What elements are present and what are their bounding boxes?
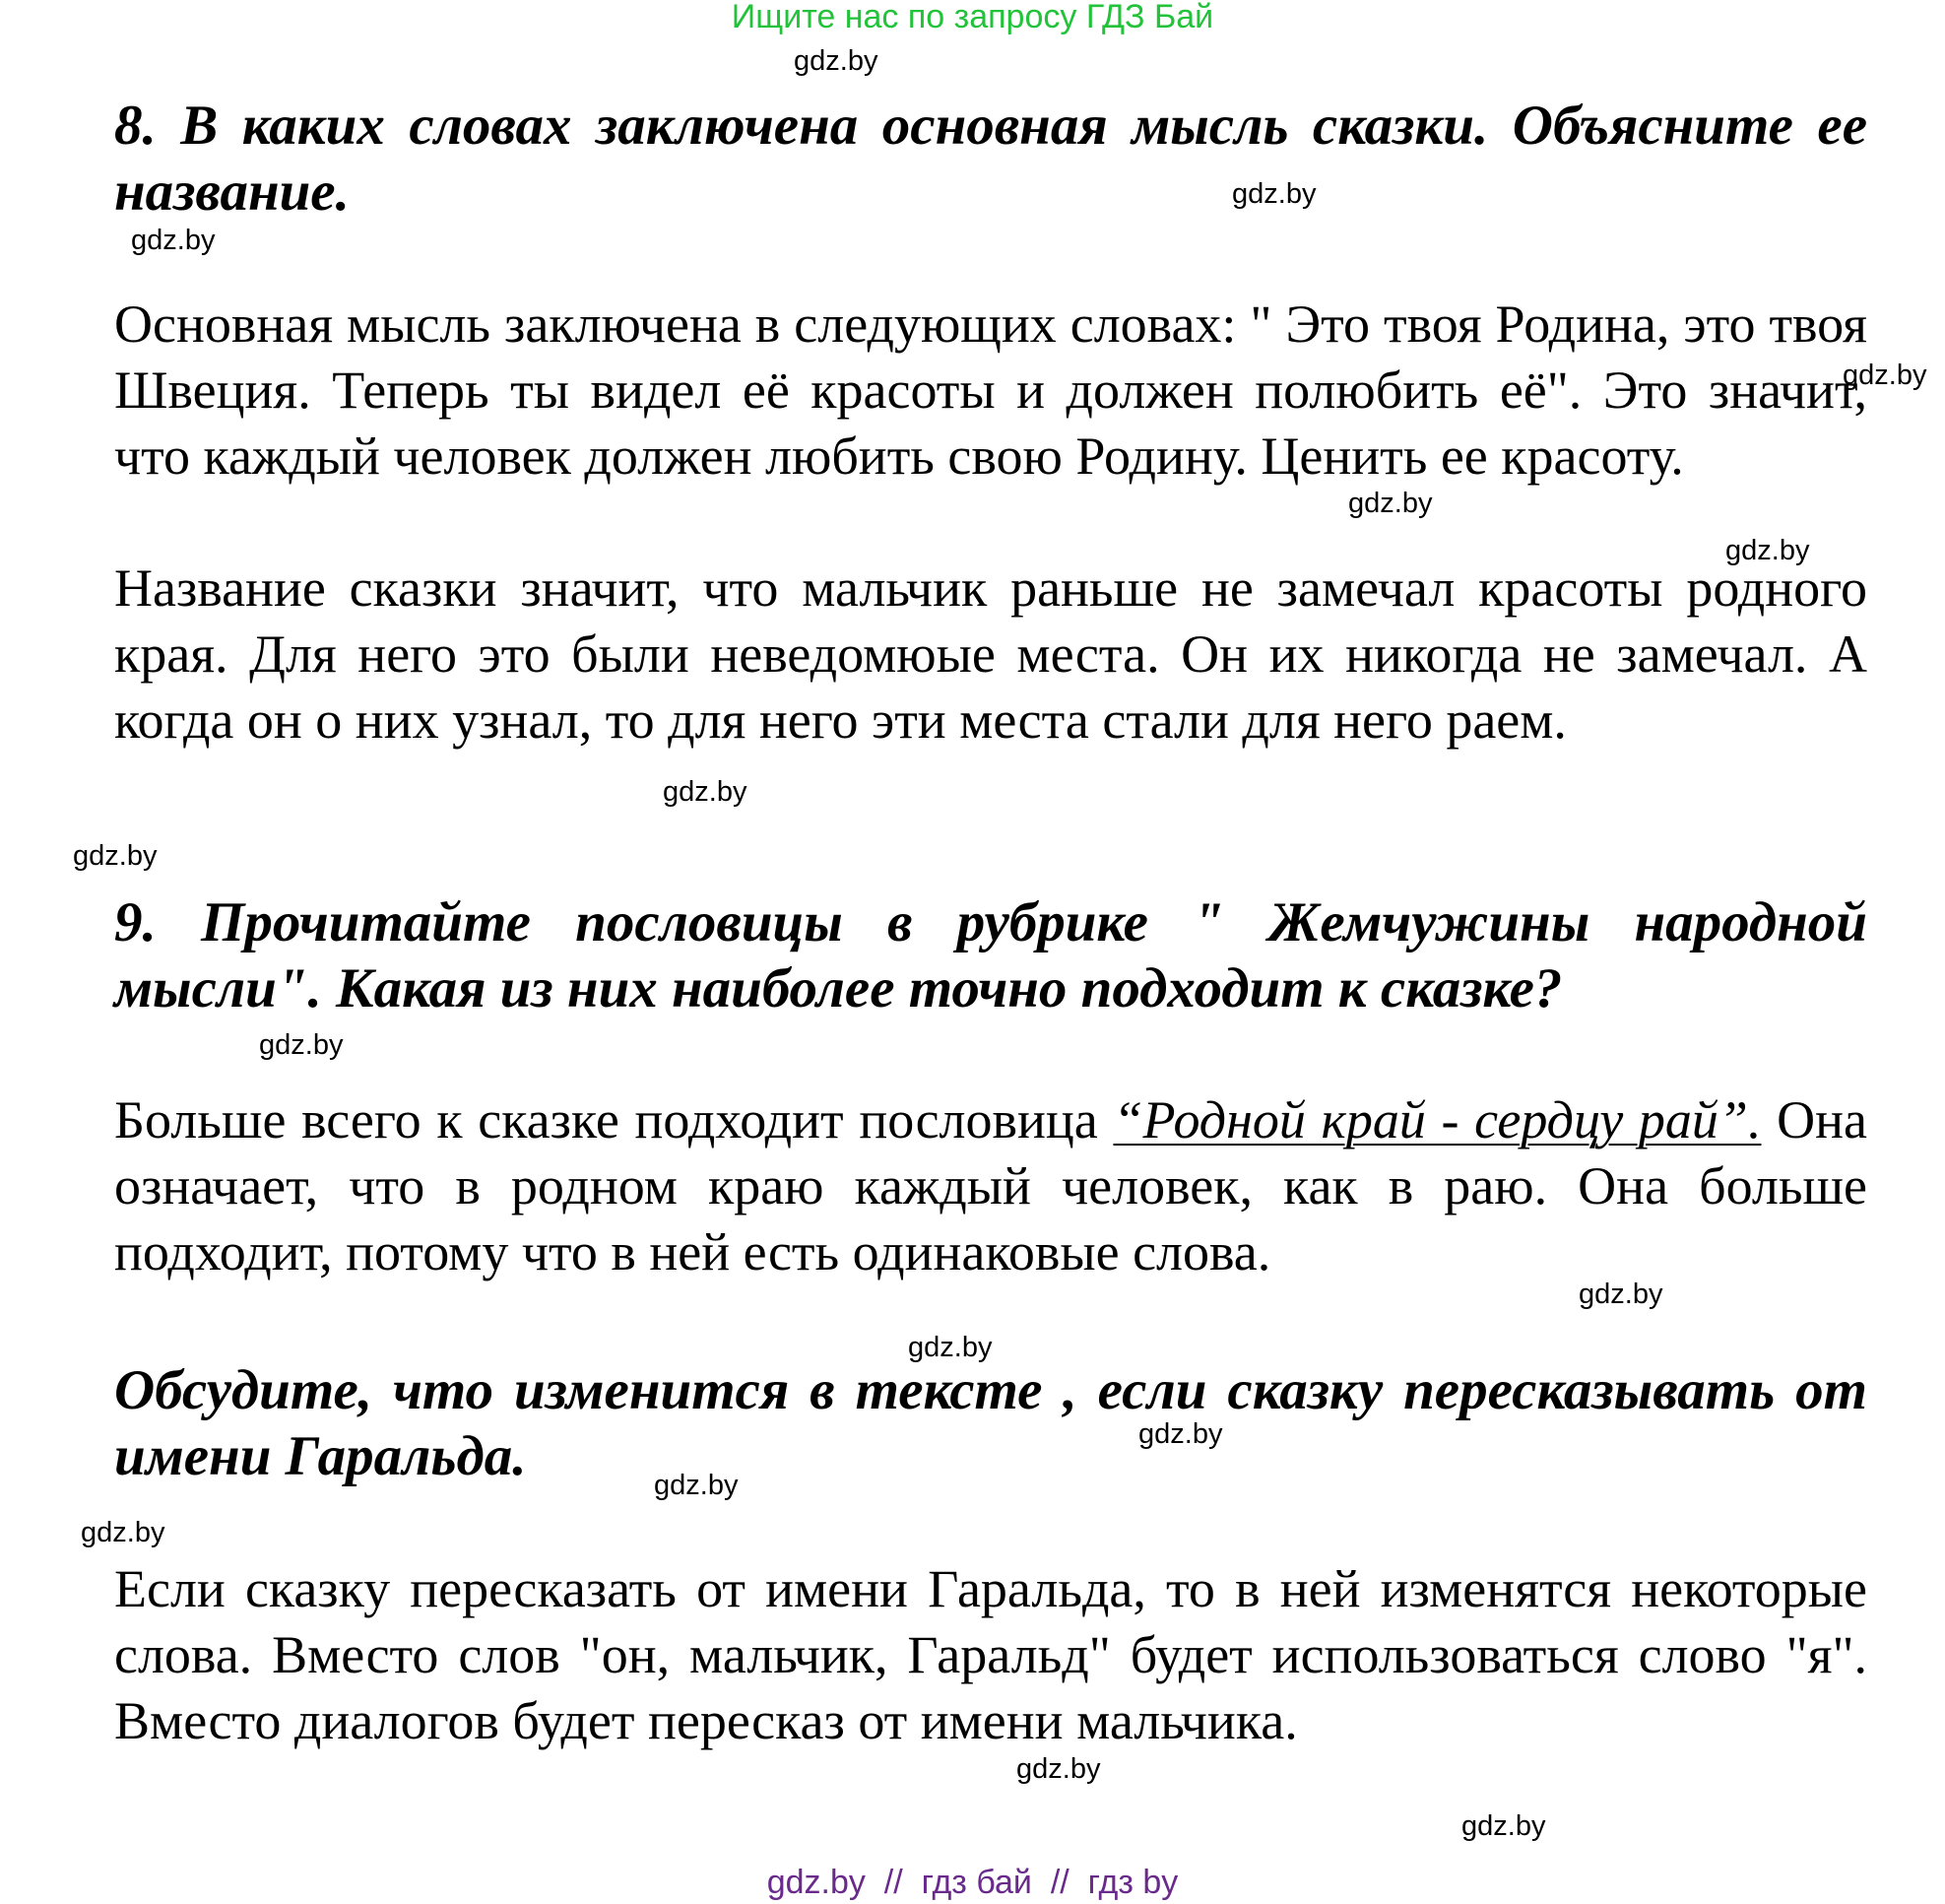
watermark: gdz.by — [1138, 1418, 1223, 1450]
search-banner: Ищите нас по запросу ГДЗ Бай — [731, 0, 1214, 35]
watermark: gdz.by — [259, 1029, 344, 1061]
watermark: gdz.by — [654, 1470, 739, 1501]
watermark: gdz.by — [1725, 535, 1810, 566]
watermark: gdz.by — [1016, 1753, 1101, 1785]
watermark: gdz.by — [1579, 1279, 1663, 1310]
proverb-quote: “Родной край - сердцу рай”. — [1113, 1090, 1762, 1149]
footer-links: gdz.by // гдз бай // гдз by — [766, 1864, 1179, 1901]
answer-discussion: Если сказку пересказать от имени Гаральда, то в ней изменятся некоторые слова. Вместо слов "он, мальчик, Гаральд" будет использоваться слово "я". Вместо диалогов будет пересказ от имени мальчика. — [114, 1559, 1867, 1750]
answer-9-intro: Больше всего к сказке подходит пословица — [114, 1090, 1114, 1149]
watermark: gdz.by — [794, 45, 878, 77]
question-discussion: Обсудите, что изменится в тексте , если сказку пересказывать от имени Гаральда. — [114, 1359, 1867, 1487]
watermark: gdz.by — [1843, 360, 1927, 391]
watermark: gdz.by — [663, 776, 747, 808]
watermark: gdz.by — [131, 225, 216, 256]
watermark: gdz.by — [1348, 488, 1433, 519]
answer-8-paragraph-1: Основная мысль заключена в следующих словах: " Это твоя Родина, это твоя Швеция. Теперь ты видел её красоты и должен полюбить её". Это значит, что каждый человек должен любить свою Родину. Ценить ее красоту. — [114, 295, 1867, 486]
watermark: gdz.by — [908, 1332, 993, 1363]
watermark: gdz.by — [73, 840, 158, 872]
watermark: gdz.by — [1232, 178, 1317, 210]
watermark: gdz.by — [1461, 1810, 1546, 1842]
watermark: gdz.by — [81, 1517, 165, 1548]
answer-9 — [114, 1087, 1867, 1285]
question-8: 8. В каких словах заключена основная мысль сказки. Объясните ее название. — [114, 95, 1867, 223]
question-9: 9. Прочитайте пословицы в рубрике " Жемчужины народной мысли". Какая из них наиболее точно подходит к сказке? — [114, 891, 1867, 1019]
answer-8-paragraph-2: Название сказки значит, что мальчик раньше не замечал красоты родного края. Для него это были неведомюые места. Он их никогда не замечал. А когда он о них узнал, то для него эти места стали для него раем. — [114, 558, 1867, 750]
answer-9-explanation: Она означает, что в родном краю каждый человек, как в раю. Она больше подходит, потому что в ней есть одинаковые слова. — [114, 1090, 1867, 1281]
